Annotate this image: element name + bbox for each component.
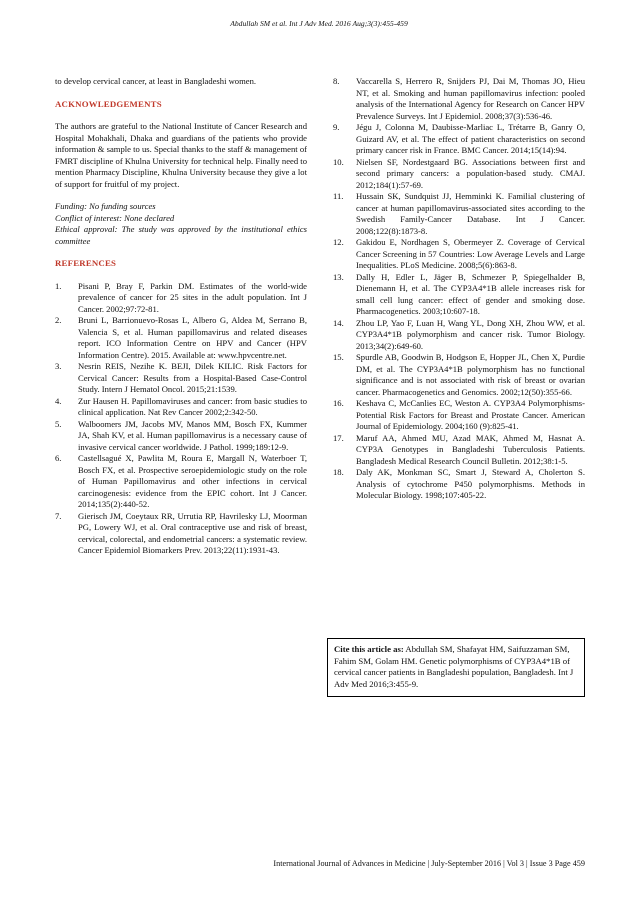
- reference-number: 11.: [333, 191, 344, 201]
- reference-text: Castellsagué X, Pawlita M, Roura E, Margall N, Waterboer T, Bosch FX, et al. Prospective seroepidemiologic study on the role of Human Papillomavirus and other infections in cervical carcinogenesis: evidence from the EPIC cohort. Int J Cancer. 2014;135(2):440-52.: [78, 453, 307, 509]
- reference-text: Gierisch JM, Coeytaux RR, Urrutia RP, Havrilesky LJ, Moorman PG, Lowery WJ, et al. Oral contraceptive use and risk of breast, cervical, colorectal, and endometrial cancers: a systematic review. Cancer Epidemiol Biomarkers Prev. 2013;22(11):1931-43.: [78, 510, 307, 555]
- reference-item: [55, 281, 307, 316]
- reference-item: [333, 467, 585, 502]
- reference-number: 10.: [333, 156, 344, 167]
- reference-number: 6.: [55, 453, 62, 463]
- reference-item: [55, 361, 307, 396]
- reference-item: [333, 237, 585, 272]
- reference-text: Daly AK, Monkman SC, Smart J, Steward A, Cholerton S. Analysis of cytochrome P450 polymorphisms. Methods in Molecular Biology. 1998;107:405-22.: [356, 467, 585, 500]
- reference-number: 16.: [333, 398, 344, 408]
- reference-text: Walboomers JM, Jacobs MV, Manos MM, Bosch FX, Kummer JA, Shah KV, et al. Human papillomavirus is a necessary cause of invasive cervical cancer worldwide. J Pathol. 1999;189:12-9.: [78, 418, 307, 452]
- reference-item: [55, 453, 307, 511]
- reference-item: [333, 76, 585, 122]
- reference-number: 13.: [333, 271, 344, 282]
- intro-paragraph: to develop cervical cancer, at least in Bangladeshi women.: [55, 76, 257, 86]
- reference-text: Maruf AA, Ahmed MU, Azad MAK, Ahmed M, Hasnat A. CYP3A Genotypes in Bangladeshi Tuberculosis Patients. Bangladesh Medical Research Council Bulletin. 2012;38:1-5.: [356, 432, 585, 466]
- reference-text: Gakidou E, Nordhagen S, Obermeyer Z. Coverage of Cervical Cancer Screening in 57 Countries: Low Average Levels and Large Inequalities. PLoS Medicine. 2008;5(6):863-8.: [356, 237, 585, 270]
- reference-number: 3.: [55, 361, 62, 371]
- reference-text: Zhou LP, Yao F, Luan H, Wang YL, Dong XH, Zhou WW, et al. CYP3A4*1B polymorphism and cancer risk. Tumor Biology. 2013;34(2):649-60.: [356, 317, 585, 351]
- reference-item: [333, 352, 585, 398]
- reference-number: 4.: [55, 395, 62, 406]
- reference-number: 8.: [333, 76, 340, 86]
- reference-item: [333, 433, 585, 468]
- reference-text: Jégu J, Colonna M, Daubisse-Marliac L, Trétarre B, Ganry O, Guizard AV, et al. The effect of patient characteristics on second primary cancer risk in France. BMC Cancer. 2014;15(14):94.: [356, 122, 585, 155]
- reference-item: [333, 157, 585, 192]
- reference-list-right: [333, 76, 585, 502]
- acknowledgements-heading: ACKNOWLEDGEMENTS: [55, 98, 162, 109]
- reference-number: 15.: [333, 352, 344, 362]
- ethics-note: Ethical approval: The study was approved by the institutional ethics committee: [55, 224, 307, 246]
- reference-list-left: [55, 281, 307, 557]
- reference-text: Pisani P, Bray F, Parkin DM. Estimates of the world-wide prevalence of cancer for 25 sites in the adult population. Int J Cancer. 2002;97:72-81.: [78, 280, 307, 314]
- conflict-note: Conflict of interest: None declared: [55, 212, 175, 223]
- reference-item: [333, 191, 585, 237]
- reference-number: 2.: [55, 315, 62, 325]
- reference-item: [55, 419, 307, 454]
- reference-number: 14.: [333, 317, 344, 328]
- reference-number: 7.: [55, 510, 62, 521]
- left-column: [55, 76, 307, 557]
- reference-number: 18.: [333, 467, 344, 477]
- cite-text: Abdullah SM, Shafayat HM, Saifuzzaman SM, Fahim SM, Golam HM. Genetic polymorphisms of CYP3A4*1B of cervical cancer patients in Bangladeshi population, Bangladesh. Int J Adv Med 2016;3:455-9.: [334, 644, 574, 689]
- reference-item: [55, 511, 307, 557]
- reference-text: Bruni L, Barrionuevo-Rosas L, Albero G, Aldea M, Serrano B, Valencia S, et al. Human papillomavirus and related diseases report. ICO Information Centre on HPV and Cancer (HPV Information Centre). 2015. Available at: www.hpvcentre.net.: [78, 315, 307, 360]
- reference-item: [333, 272, 585, 318]
- reference-text: Dally H, Edler L, Jäger B, Schmezer P, Spiegelhalder B, Dienemann H, et al. The CYP3A4*1B allele increases risk for small cell lung cancer: effect of gender and smoking dose. Pharmacogenetics. 2003;10:607-18.: [356, 271, 585, 316]
- reference-item: [333, 318, 585, 353]
- page-footer: International Journal of Advances in Medicine | July-September 2016 | Vol 3 | Issue 3 Page 459: [273, 859, 585, 868]
- reference-number: 17.: [333, 432, 344, 443]
- reference-item: [333, 122, 585, 157]
- reference-text: Keshava C, McCanlies EC, Weston A. CYP3A4 Polymorphisms-Potential Risk Factors for Breast and Prostate Cancer. American Journal of Epidemiology. 2004;160 (9):825-41.: [356, 398, 585, 431]
- reference-number: 1.: [55, 280, 62, 291]
- running-head: Abdullah SM et al. Int J Adv Med. 2016 Aug;3(3):455-459: [230, 19, 408, 28]
- cite-this-article-box: [327, 638, 585, 697]
- acknowledgements-text: The authors are grateful to the National Institute of Cancer Research and Hospital Mohakhali, Dhaka and guardians of the patients who provide information & sample to us. Special thanks to the staff & management of FMRT discipline of Khulna University for technical help. Finally need to mention Pharmacy Discipline, Khulna University because they give a lot of support for fruitful of my project.: [55, 121, 307, 189]
- reference-number: 9.: [333, 122, 340, 132]
- reference-text: Zur Hausen H. Papillomaviruses and cancer: from basic studies to clinical application. Nat Rev Cancer 2002;2:342-50.: [78, 395, 307, 417]
- reference-item: [333, 398, 585, 433]
- right-column: [333, 76, 585, 502]
- reference-number: 12.: [333, 237, 344, 247]
- reference-item: [55, 396, 307, 419]
- reference-text: Vaccarella S, Herrero R, Snijders PJ, Dai M, Thomas JO, Hieu NT, et al. Smoking and human papillomavirus infection: pooled analysis of the International Agency for Research on Cancer HPV Prevalence Surveys. Int J Epidemiol. 2008;37(3):536-46.: [356, 76, 585, 121]
- reference-text: Nesrin REIS, Nezihe K. BEJI, Dilek KILIC. Risk Factors for Cervical Cancer: Results from a Hospital-Based Case-Control Study. Intern J Hematol Oncol. 2015;21:1539.: [78, 361, 307, 394]
- reference-item: [55, 315, 307, 361]
- reference-text: Spurdle AB, Goodwin B, Hodgson E, Hopper JL, Chen X, Purdie DM, et al. The CYP3A4*1B polymorphism has no functional significance and is not associated with risk of breast or ovarian cancer. Pharmacogenetics and Genomics. 2002;12(50):355-66.: [356, 352, 585, 397]
- references-heading: REFERENCES: [55, 258, 117, 268]
- cite-label: Cite this article as:: [334, 644, 404, 654]
- reference-text: Hussain SK, Sundquist JJ, Hemminki K. Familial clustering of cancer at human papillomavirus-associated sites according to the Swedish Family-Cancer Database. Int J Cancer. 2008;122(8):1873-8.: [356, 191, 585, 236]
- reference-text: Nielsen SF, Nordestgaard BG. Associations between first and second primary cancers: a population-based study. CMAJ. 2012;184(1):57-69.: [356, 156, 585, 190]
- reference-number: 5.: [55, 418, 62, 429]
- funding-note: Funding: No funding sources: [55, 201, 156, 211]
